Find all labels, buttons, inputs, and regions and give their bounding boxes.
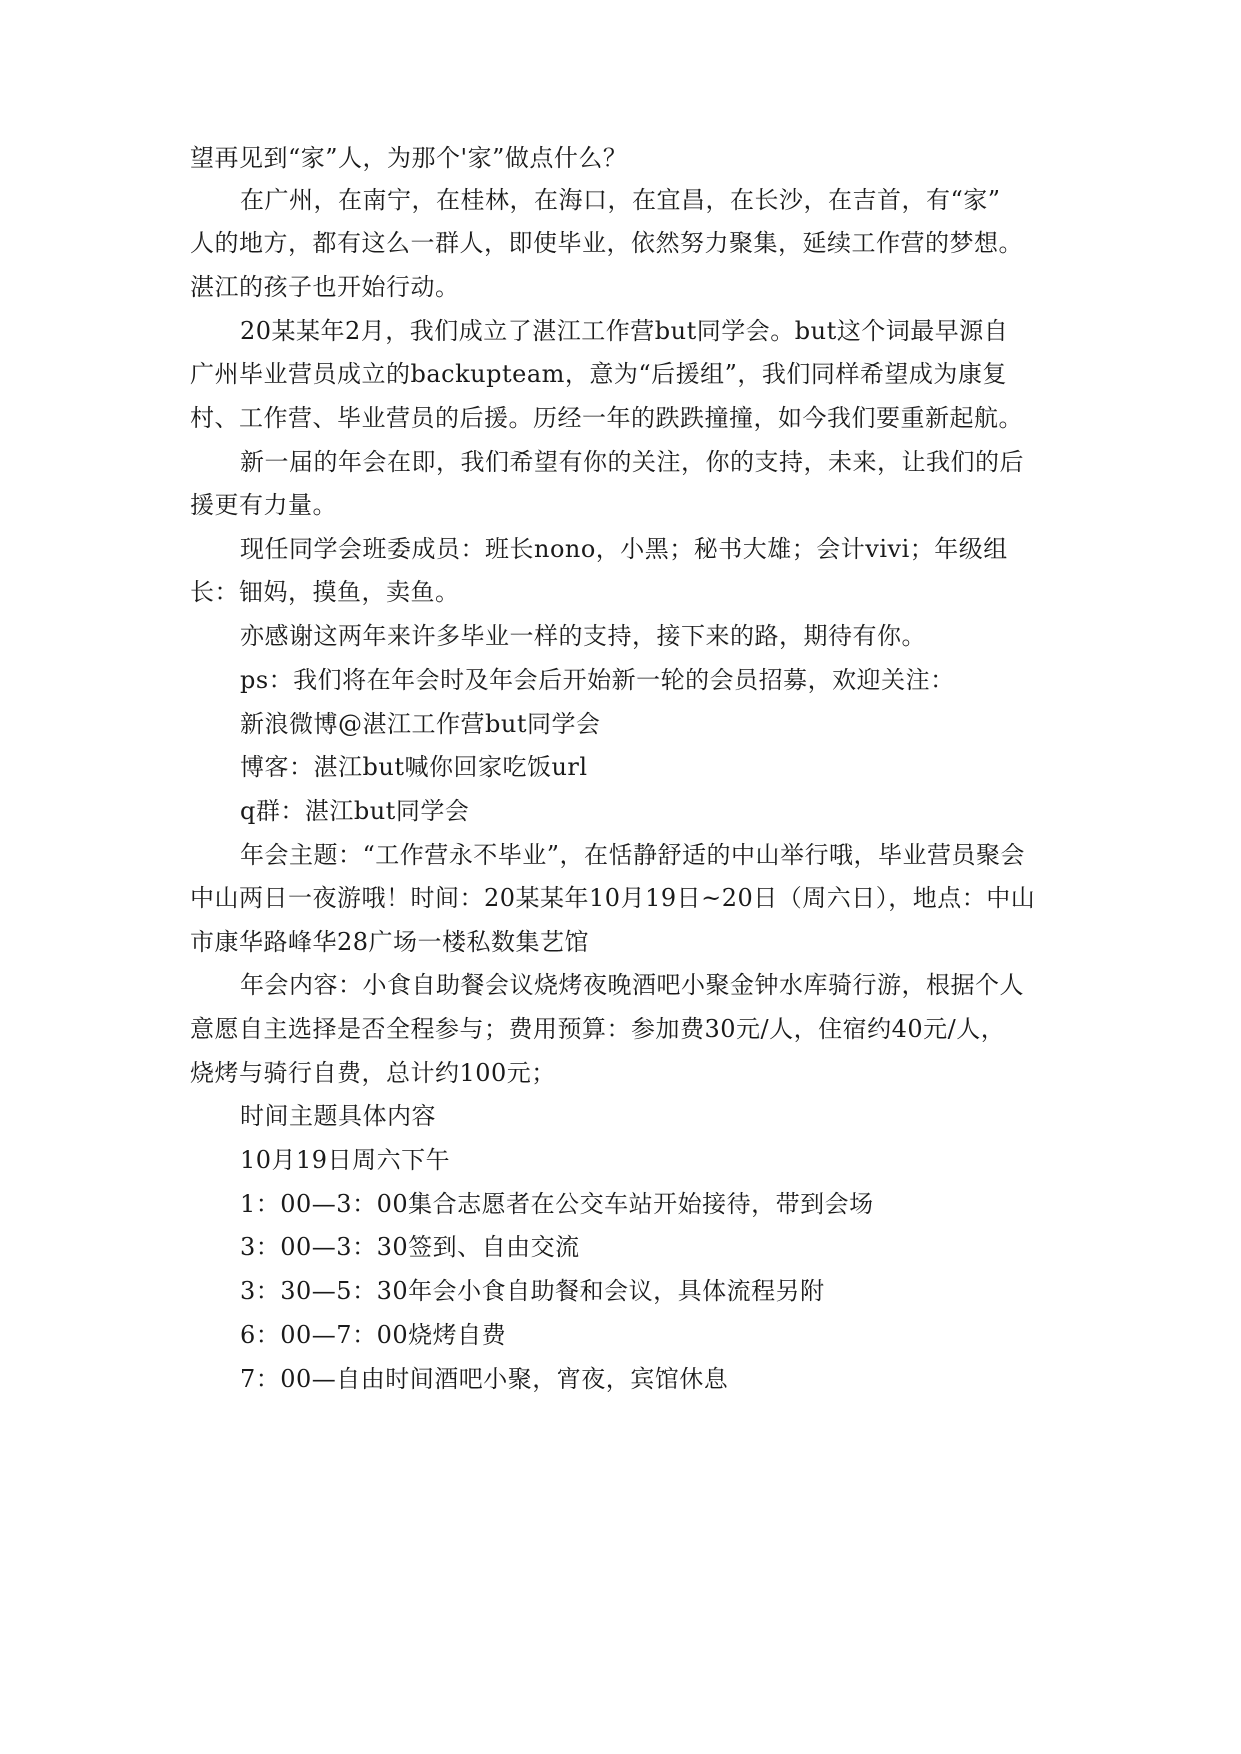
text-line: 6：00—7：00烧烤自费: [240, 1321, 507, 1349]
text-line: 新浪微博@湛江工作营but同学会: [240, 710, 601, 738]
text-line: 现任同学会班委成员：班长nono，小黑；秘书大雄；会计vivi；年级组: [240, 535, 1008, 563]
text-line: 3：30—5：30年会小食自助餐和会议，具体流程另附: [240, 1277, 825, 1305]
text-line: 博客：湛江but喊你回家吃饭url: [240, 753, 588, 781]
text-line: 湛江的孩子也开始行动。: [190, 273, 460, 301]
text-line: 广州毕业营员成立的backupteam，意为“后援组”，我们同样希望成为康复: [190, 360, 1007, 388]
text-line: 长：钿妈，摸鱼，卖鱼。: [190, 578, 460, 606]
text-line: 10月19日周六下午: [240, 1146, 451, 1174]
text-line: 在广州，在南宁，在桂林，在海口，在宜昌，在长沙，在吉首，有“家”: [240, 186, 1001, 214]
text-line: 20某某年2月，我们成立了湛江工作营but同学会。but这个词最早源自: [240, 317, 1009, 345]
text-line: 3：00—3：30签到、自由交流: [240, 1233, 580, 1261]
text-line: 人的地方，都有这么一群人，即使毕业，依然努力聚集，延续工作营的梦想。: [190, 229, 1023, 257]
text-line: 市康华路峰华28广场一楼私数集艺馆: [190, 928, 590, 956]
text-line: q群：湛江but同学会: [240, 797, 470, 825]
text-line: 1：00—3：00集合志愿者在公交车站开始接待，带到会场: [240, 1190, 874, 1218]
text-line: 意愿自主选择是否全程参与；费用预算：参加费30元/人，住宿约40元/人，: [190, 1015, 1006, 1043]
text-line: 亦感谢这两年来许多毕业一样的支持，接下来的路，期待有你。: [240, 622, 926, 650]
text-line: ps：我们将在年会时及年会后开始新一轮的会员招募，欢迎关注：: [240, 666, 955, 694]
text-line: 烧烤与骑行自费，总计约100元；: [190, 1059, 556, 1087]
text-line: 年会主题：“工作营永不毕业”，在恬静舒适的中山举行哦，毕业营员聚会: [240, 841, 1026, 869]
text-line: 7：00—自由时间酒吧小聚，宵夜，宾馆休息: [240, 1365, 729, 1393]
text-line: 新一届的年会在即，我们希望有你的关注，你的支持，未来，让我们的后: [240, 448, 1024, 476]
text-line: 村、工作营、毕业营员的后援。历经一年的跌跌撞撞，如今我们要重新起航。: [190, 404, 1023, 432]
text-line: 望再见到“家”人，为那个'家”做点什么？: [190, 144, 628, 172]
text-line: 援更有力量。: [190, 491, 337, 519]
text-line: 年会内容：小食自助餐会议烧烤夜晚酒吧小聚金钟水库骑行游，根据个人: [240, 971, 1024, 999]
text-line: 时间主题具体内容: [240, 1102, 436, 1130]
text-line: 中山两日一夜游哦！时间：20某某年10月19日~20日（周六日），地点：中山: [190, 884, 1036, 912]
